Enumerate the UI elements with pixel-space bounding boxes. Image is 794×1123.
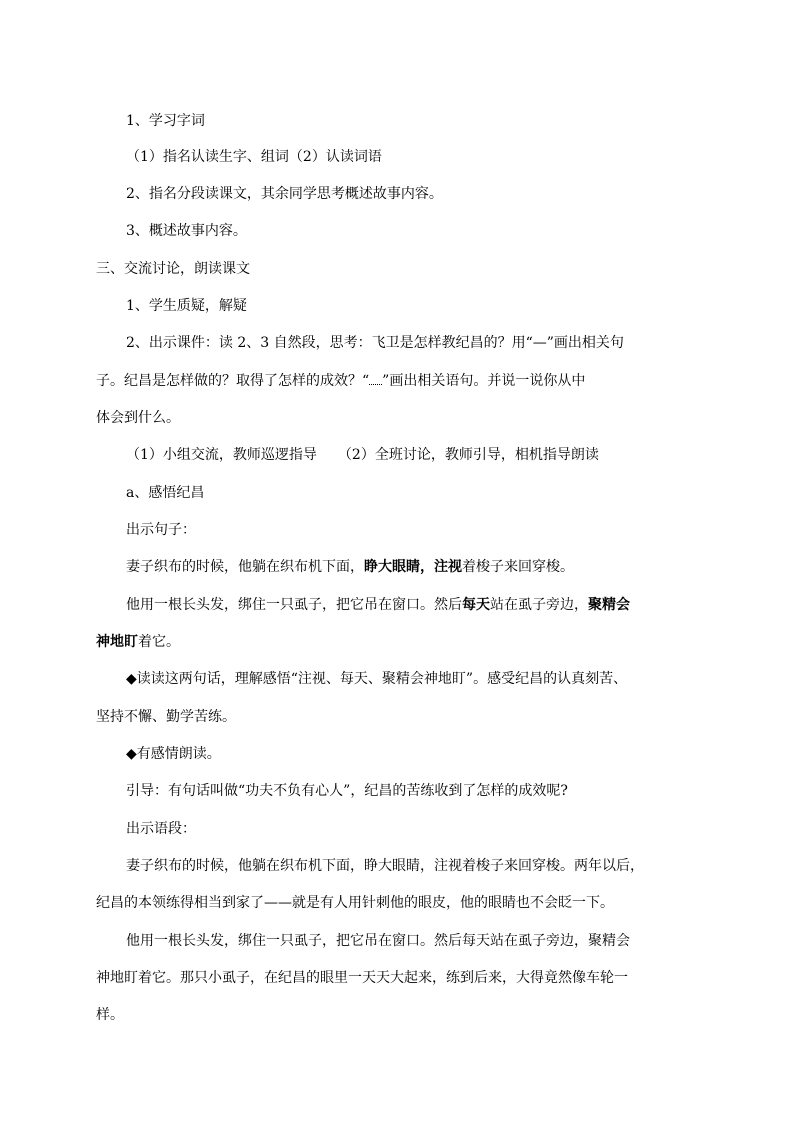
text-line: （1）小组交流，教师巡逻指导 （2）全班讨论，教师引导，相机指导朗读	[126, 447, 599, 463]
text-line: 纪昌的本领练得相当到家了——就是有人用针刺他的眼皮，他的眼睛也不会眨一下。	[96, 895, 614, 911]
bold-segment: 每天	[462, 597, 490, 613]
dotted-underline-mark	[369, 372, 382, 385]
text-line: ◆有感情朗读。	[126, 746, 221, 762]
text-line: 引导：有句话叫做“功夫不负有心人”，纪昌的苦练收到了怎样的成效呢?	[126, 783, 568, 799]
text-segment: 着它。	[138, 634, 180, 650]
section-heading: 三、交流讨论，朗读课文	[96, 261, 250, 277]
bold-segment: 神地盯	[96, 634, 138, 650]
bold-segment: 聚精会	[588, 597, 630, 613]
text-line: ◆读读这两句话，理解感悟“注视、每天、聚精会神地盯”。感受纪昌的认真刻苦、	[126, 671, 628, 687]
text-line: 体会到什么。	[96, 410, 180, 426]
text-line: 妻子织布的时候，他躺在织布机下面，睁大眼睛，注视着梭子来回穿梭。两年以后，	[126, 858, 644, 874]
text-segment: ”画出相关语句。并说一说你从中	[382, 373, 586, 389]
text-line: 2、指名分段读课文，其余同学思考概述故事内容。	[126, 186, 443, 202]
text-line: 样。	[96, 1007, 124, 1023]
text-segment: 着梭子来回穿梭。	[462, 559, 574, 575]
text-line: 坚持不懈、勤学苦练。	[96, 709, 236, 725]
text-segment: 妻子织布的时候，他躺在织布机下面，	[126, 559, 364, 575]
text-line	[96, 371, 585, 391]
text-line: 1、学生质疑，解疑	[126, 298, 247, 314]
text-line: 1、学习字词	[126, 113, 205, 129]
text-segment: 站在虱子旁边，	[490, 597, 588, 613]
text-line: 神地盯着它。那只小虱子，在纪昌的眼里一天天大起来，练到后来，大得竟然像车轮一	[96, 970, 628, 986]
text-line: （1）指名认读生字、组词（2）认读词语	[126, 149, 382, 165]
text-line	[126, 557, 574, 577]
text-segment: 他用一根长头发，绑住一只虱子，把它吊在窗口。然后	[126, 597, 462, 613]
text-line: 3、概述故事内容。	[126, 223, 247, 239]
bold-segment: 睁大眼睛，注视	[364, 559, 462, 575]
text-line: 2、出示课件：读 2、3 自然段，思考：飞卫是怎样教纪昌的？用“—”画出相关句	[126, 335, 624, 351]
text-line	[96, 632, 180, 652]
text-line: 出示语段：	[126, 821, 196, 837]
text-segment: 子。纪昌是怎样做的？取得了怎样的成效？“	[96, 373, 370, 389]
text-line: a、感悟纪昌	[126, 485, 205, 501]
text-line	[126, 595, 630, 615]
text-line: 他用一根长头发，绑住一只虱子，把它吊在窗口。然后每天站在虱子旁边，聚精会	[126, 933, 630, 949]
text-line: 出示句子：	[126, 522, 196, 538]
